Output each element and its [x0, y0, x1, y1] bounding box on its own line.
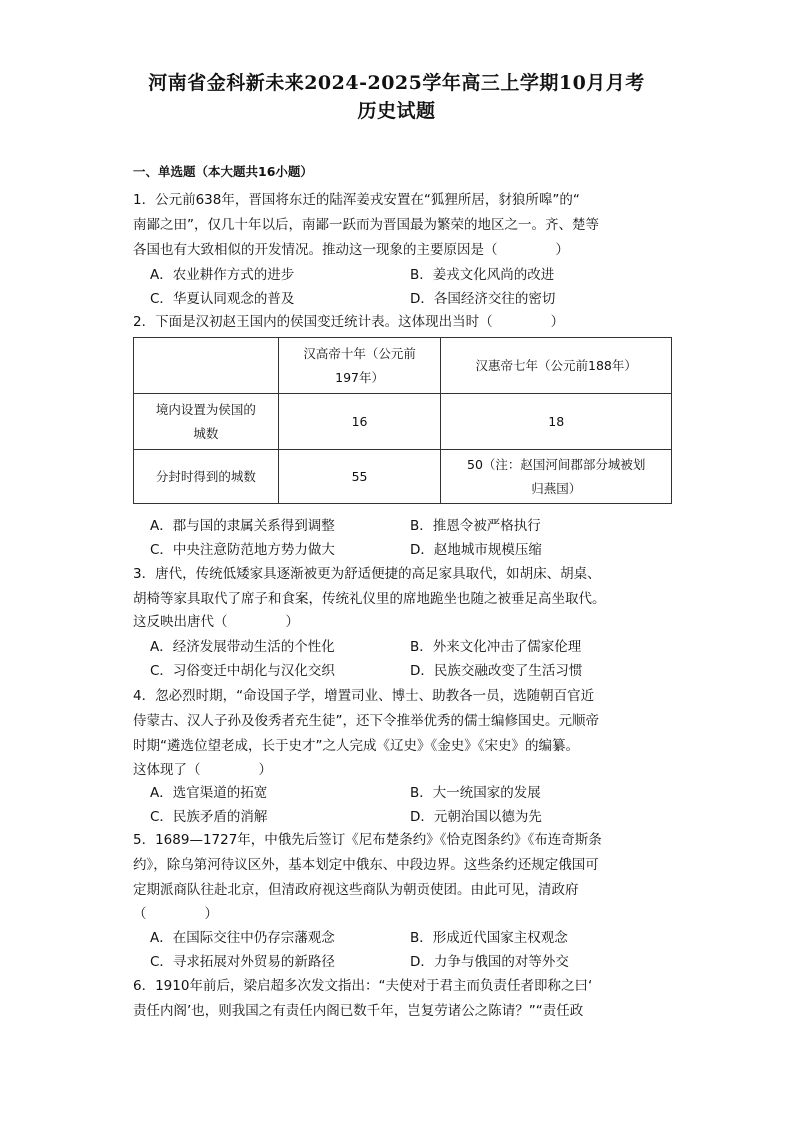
- q1-option-d[interactable]: D．各国经济交往的密切: [410, 291, 556, 307]
- q3-stem-line: [133, 610, 668, 634]
- q1-stem-line: 南鄙之田”，仅几十年以后，南鄙一跃而为晋国最为繁荣的地区之一。齐、楚等: [133, 217, 599, 233]
- q1-option-b[interactable]: B．姜戎文化风尚的改进: [410, 267, 555, 283]
- table-header-cell: 汉惠帝七年（公元前188年）: [441, 338, 672, 394]
- q5-option-d[interactable]: D．力争与俄国的对等外交: [410, 954, 569, 970]
- q2-data-table: [133, 337, 672, 504]
- q4-option-b[interactable]: B．大一统国家的发展: [410, 785, 541, 801]
- q6-stem-line: 责任内阁’也，则我国之有责任内阁已数千年，岂复劳诸公之陈请？”“责任政: [133, 1003, 584, 1019]
- table-cell: 50（注：赵国河间郡部分城被划 归燕国）: [441, 450, 672, 504]
- table-cell: 55: [278, 450, 441, 504]
- q2-option-a[interactable]: A．郡与国的隶属关系得到调整: [150, 518, 335, 534]
- table-row: [134, 450, 672, 504]
- q5-option-c[interactable]: C．寻求拓展对外贸易的新路径: [150, 954, 335, 970]
- q1-option-a[interactable]: A．农业耕作方式的进步: [150, 267, 295, 283]
- q1-stem-line: 1．公元前638年，晋国将东迁的陆浑姜戎安置在“狐狸所居，豺狼所嗥”的“: [133, 192, 580, 208]
- q5-stem-line: [133, 902, 668, 926]
- q2-stem-text: 2．下面是汉初赵王国内的侯国变迁统计表。这体现出当时（: [133, 314, 493, 330]
- q4-option-a[interactable]: A．选官渠道的拓宽: [150, 785, 268, 801]
- q5-option-b[interactable]: B．形成近代国家主权观念: [410, 930, 568, 946]
- q3-option-b[interactable]: B．外来文化冲击了儒家伦理: [410, 639, 582, 655]
- document-title: 河南省金科新未来2024-2025学年高三上学期10月月考: [148, 72, 645, 94]
- q2-answer-paren: ）: [550, 314, 565, 330]
- q4-option-d[interactable]: D．元朝治国以德为先: [410, 809, 542, 825]
- q1-stem-line: [133, 238, 668, 262]
- table-header-cell: [134, 338, 279, 394]
- q2-option-d[interactable]: D．赵地城市规模压缩: [410, 542, 542, 558]
- q3-answer-paren: ）: [285, 614, 299, 630]
- table-cell: 16: [278, 394, 441, 450]
- q2-option-b[interactable]: B．推恩令被严格执行: [410, 518, 541, 534]
- q6-stem-line: 6．1910年前后，梁启超多次发文指出：“夫使对于君主而负责任者即称之曰‘: [133, 978, 593, 994]
- q4-stem-line: 侍蒙古、汉人子孙及俊秀者充生徒”，还下令推举优秀的儒士编修国史。元顺帝: [133, 713, 599, 729]
- q1-answer-paren: ）: [555, 242, 569, 258]
- q3-option-a[interactable]: A．经济发展带动生活的个性化: [150, 639, 335, 655]
- document-subtitle: 历史试题: [357, 100, 436, 122]
- q3-stem-text: 这反映出唐代（: [133, 614, 228, 630]
- section-header: 一、单选题（本大题共16小题）: [133, 164, 313, 179]
- q5-option-a[interactable]: A．在国际交往中仍存宗藩观念: [150, 930, 335, 946]
- table-header-row: [134, 338, 672, 394]
- q3-option-c[interactable]: C．习俗变迁中胡化与汉化交织: [150, 663, 335, 679]
- q5-stem-line: 约》，除乌第河待议区外，基本划定中俄东、中段边界。这些条约还规定俄国可: [133, 857, 599, 873]
- q3-option-d[interactable]: D．民族交融改变了生活习惯: [410, 663, 583, 679]
- table-row: [134, 394, 672, 450]
- q5-answer-paren: ）: [204, 906, 218, 922]
- q4-stem-line: 时期“遴选位望老成，长于史才”之人完成《辽史》《金史》《宋史》的编纂。: [133, 738, 579, 754]
- q5-stem-line: 5．1689—1727年，中俄先后签订《尼布楚条约》《恰克图条约》《布连奇斯条: [133, 832, 602, 848]
- q4-stem-line: 4．忽必烈时期，“命设国子学，增置司业、博士、助教各一员，选随朝百官近: [133, 688, 595, 704]
- q2-option-c[interactable]: C．中央注意防范地方势力做大: [150, 542, 335, 558]
- q5-stem-line: 定期派商队往赴北京，但清政府视这些商队为朝贡使团。由此可见，清政府: [133, 882, 579, 898]
- table-row-label: 境内设置为侯国的 城数: [134, 394, 279, 450]
- q3-stem-line: 3．唐代，传统低矮家具逐渐被更为舒适便捷的高足家具取代，如胡床、胡桌、: [133, 566, 601, 582]
- table-cell: 18: [441, 394, 672, 450]
- q2-stem-line: [133, 310, 668, 334]
- q4-stem-text: 这体现了（: [133, 762, 201, 778]
- q4-answer-paren: ）: [258, 762, 272, 778]
- q4-stem-line: [133, 758, 668, 782]
- q1-option-c[interactable]: C．华夏认同观念的普及: [150, 291, 295, 307]
- q1-stem-text: 各国也有大致相似的开发情况。推动这一现象的主要原因是（: [133, 242, 498, 258]
- table-row-label: 分封时得到的城数: [134, 450, 279, 504]
- q4-option-c[interactable]: C．民族矛盾的消解: [150, 809, 268, 825]
- q3-stem-line: 胡椅等家具取代了席子和食案，传统礼仪里的席地跪坐也随之被垂足高坐取代。: [133, 591, 606, 607]
- q5-stem-text: （: [133, 906, 147, 922]
- table-header-cell: 汉高帝十年（公元前 197年）: [278, 338, 441, 394]
